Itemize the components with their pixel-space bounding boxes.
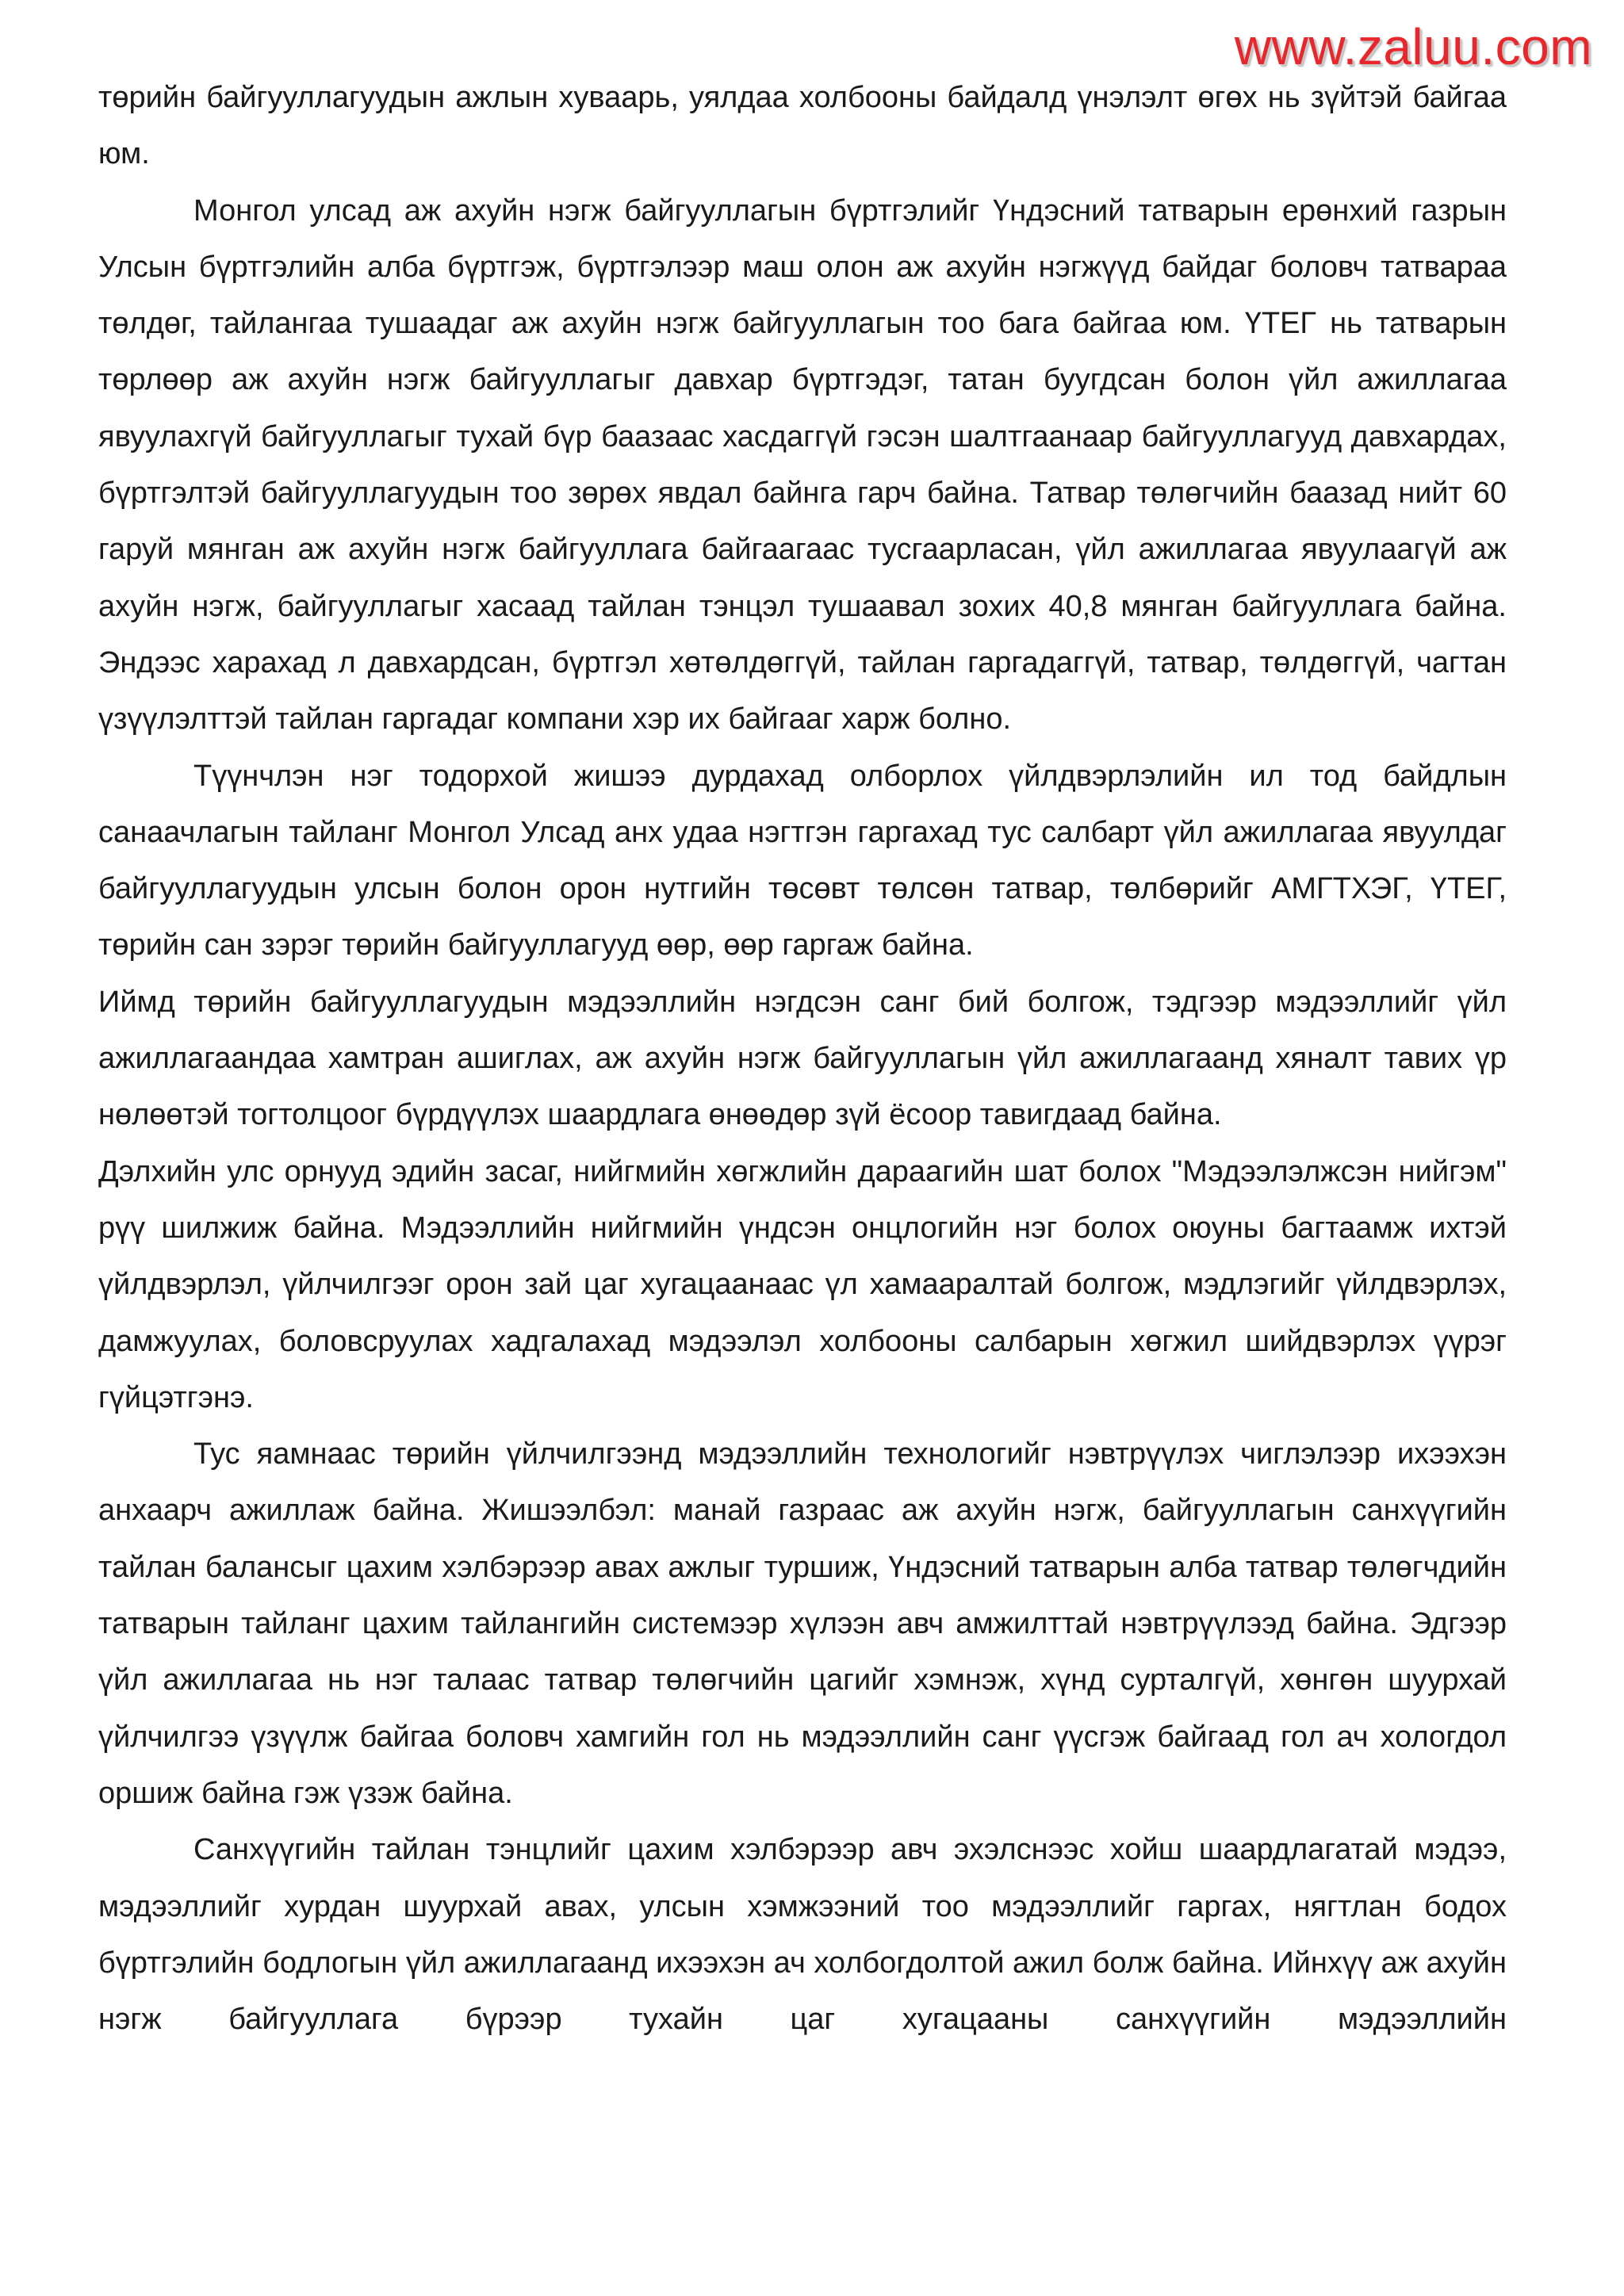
watermark-logo: www.zaluu.com [1234, 18, 1592, 75]
document-body [98, 70, 1507, 2048]
paragraph-6: Тус яамнаас төрийн үйлчилгээнд мэдээллийн технологийг нэвтрүүлэх чиглэлээр ихээхэн анхаарч ажиллаж байна. Жишээлбэл: манай газраас аж ахуйн нэгж, байгууллагын санхүүгийн тайлан балансыг цахим хэлбэрээр авах ажлыг туршиж, Үндэсний татварын алба татвар төлөгчдийн татварын тайланг цахим тайлангийн системээр хүлээн авч амжилттай нэвтрүүлээд байна. Эдгээр үйл ажиллагаа нь нэг талаас татвар төлөгчийн цагийг хэмнэж, хүнд сурталгүй, хөнгөн шуурхай үйлчилгээ үзүүлж байгаа боловч хамгийн гол нь мэдээллийн санг үүсгэж байгаад гол ач хологдол оршиж байна гэж үзэж байна. [98, 1437, 1507, 1810]
paragraph-4: Иймд төрийн байгууллагуудын мэдээллийн нэгдсэн санг бий болгож, тэдгээр мэдээллийг үйл ажиллагаандаа хамтран ашиглах, аж ахуйн нэгж байгууллагын үйл ажиллагаанд хяналт тавих үр нөлөөтэй тогтолцоог бүрдүүлэх шаардлага өнөөдөр зүй ёсоор тавигдаад байна. [98, 985, 1507, 1132]
paragraph-2: Монгол улсад аж ахуйн нэгж байгууллагын бүртгэлийг Үндэсний татварын ерөнхий газрын Улсын бүртгэлийн алба бүртгэж, бүртгэлээр маш олон аж ахуйн нэгжүүд байдаг боловч татвараа төлдөг, тайлангаа тушаадаг аж ахуйн нэгж байгууллагын тоо бага байгаа юм. ҮТЕГ нь татварын төрлөөр аж ахуйн нэгж байгууллагыг давхар бүртгэдэг, татан буугдсан болон үйл ажиллагаа явуулахгүй байгууллагыг тухай бүр баазаас хасдаггүй гэсэн шалтгаанаар байгууллагууд давхардах, бүртгэлтэй байгууллагуудын тоо зөрөх явдал байнга гарч байна. Татвар төлөгчийн баазад нийт 60 гаруй мянган аж ахуйн нэгж байгууллага байгаагаас тусгаарласан, үйл ажиллагаа явуулаагүй аж ахуйн нэгж, байгууллагыг хасаад тайлан тэнцэл тушаавал зохих 40,8 мянган байгууллага байна. Эндээс харахад л давхардсан, бүртгэл хөтөлдөггүй, тайлан гаргадаггүй, татвар, төлдөггүй, чагтан үзүүлэлттэй тайлан гаргадаг компани хэр их байгааг харж болно. [98, 193, 1507, 737]
paragraph-3: Түүнчлэн нэг тодорхой жишээ дурдахад олборлох үйлдвэрлэлийн ил тод байдлын санаачлагын тайланг Монгол Улсад анх удаа нэгтгэн гаргахад тус салбарт үйл ажиллагаа явуулдаг байгууллагуудын улсын болон орон нутгийн төсөвт төлсөн татвар, төлбөрийг АМГТХЭГ, ҮТЕГ, төрийн сан зэрэг төрийн байгууллагууд өөр, өөр гаргаж байна. [98, 759, 1507, 962]
paragraph-7: Санхүүгийн тайлан тэнцлийг цахим хэлбэрээр авч эхэлснээс хойш шаардлагатай мэдээ, мэдээллийг хурдан шуурхай авах, улсын хэмжээний тоо мэдээллийг гаргах, нягтлан бодох бүртгэлийн бодлогын үйл ажиллагаанд ихээхэн ач холбогдолтой ажил болж байна. Ийнхүү аж ахуйн нэгж байгууллага бүрээр тухайн цаг хугацааны санхүүгийн мэдээллийн [98, 1833, 1507, 2037]
paragraph-1: төрийн байгууллагуудын ажлын хуваарь, уялдаа холбооны байдалд үнэлэлт өгөх нь зүйтэй байгаа юм. [98, 81, 1507, 171]
paragraph-5: Дэлхийн улс орнууд эдийн засаг, нийгмийн хөгжлийн дараагийн шат болох "Мэдээлэлжсэн нийгэм" рүү шилжиж байна. Мэдээллийн нийгмийн үндсэн онцлогийн нэг болох оюуны багтаамж ихтэй үйлдвэрлэл, үйлчилгээг орон зай цаг хугацаанаас үл хамааралтай болгож, мэдлэгийг үйлдвэрлэх, дамжуулах, боловсруулах хадгалахад мэдээлэл холбооны салбарын хөгжил шийдвэрлэх үүрэг гүйцэтгэнэ. [98, 1154, 1507, 1414]
